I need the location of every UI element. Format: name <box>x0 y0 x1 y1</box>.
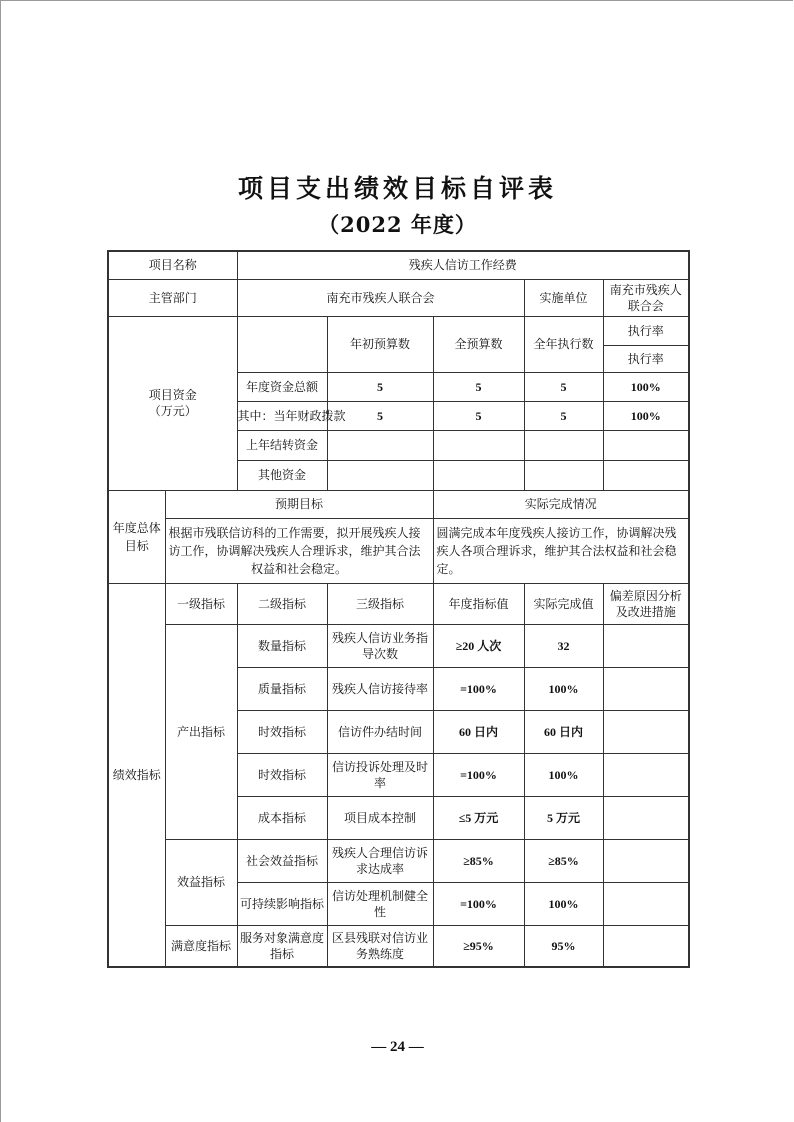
header-level2: 二级指标 <box>237 583 327 624</box>
funding-row-initial: 5 <box>327 401 433 430</box>
funding-row-executed <box>524 460 603 490</box>
deviation-cell <box>603 710 689 753</box>
deviation-cell <box>603 925 689 967</box>
header-target: 年度指标值 <box>433 583 524 624</box>
funding-row-full: 5 <box>433 372 524 401</box>
indicator-row <box>108 925 689 967</box>
target-cell: =100% <box>433 882 524 925</box>
level3-cell: 区县残联对信访业务熟练度 <box>327 925 433 967</box>
deviation-cell <box>603 796 689 839</box>
implementer-label: 实施单位 <box>524 279 603 316</box>
target-cell: ≥85% <box>433 839 524 882</box>
funding-row-name: 其他资金 <box>237 460 327 490</box>
level2-cell: 质量指标 <box>237 667 327 710</box>
funding-header-rate: 执行率 <box>603 316 689 345</box>
funding-row-full: 5 <box>433 401 524 430</box>
deviation-cell <box>603 753 689 796</box>
project-name-value: 残疾人信访工作经费 <box>237 251 689 279</box>
actual-cell: 100% <box>524 753 603 796</box>
expected-goal-text: 根据市残联信访科的工作需要，拟开展残疾人接访工作，协调解决残疾人合理诉求，维护其合法权益和社会稳定。 <box>165 518 433 583</box>
level1-output: 产出指标 <box>165 624 237 839</box>
level2-cell: 社会效益指标 <box>237 839 327 882</box>
deviation-cell <box>603 882 689 925</box>
actual-cell: 60 日内 <box>524 710 603 753</box>
funding-header-initial: 年初预算数 <box>327 316 433 372</box>
target-cell: ≤5 万元 <box>433 796 524 839</box>
actual-cell: 100% <box>524 882 603 925</box>
indicator-row <box>108 624 689 667</box>
actual-completion-text: 圆满完成本年度残疾人接访工作，协调解决残疾人各项合理诉求，维护其合法权益和社会稳定。 <box>433 518 689 583</box>
target-cell: =100% <box>433 667 524 710</box>
funding-label-line2: （万元） <box>148 404 197 418</box>
deviation-cell <box>603 624 689 667</box>
level2-cell: 时效指标 <box>237 753 327 796</box>
funding-row-initial: 5 <box>327 372 433 401</box>
header-level3: 三级指标 <box>327 583 433 624</box>
actual-cell: ≥85% <box>524 839 603 882</box>
goals-label-cell <box>108 490 165 583</box>
level3-cell: 信访件办结时间 <box>327 710 433 753</box>
level3-cell: 项目成本控制 <box>327 796 433 839</box>
level1-benefit: 效益指标 <box>165 839 237 925</box>
level3-cell: 残疾人信访接待率 <box>327 667 433 710</box>
actual-cell: 100% <box>524 667 603 710</box>
implementer-value: 南充市残疾人联合会 <box>603 279 689 316</box>
funding-row-rate <box>603 460 689 490</box>
level1-satisfaction: 满意度指标 <box>165 925 237 967</box>
expected-goal-header: 预期目标 <box>165 490 433 518</box>
funding-header-rate-2: 执行率 <box>603 345 689 372</box>
project-name-label: 项目名称 <box>108 251 237 279</box>
target-cell: ≥20 人次 <box>433 624 524 667</box>
self-evaluation-table <box>107 250 690 968</box>
goals-label: 年度总体目标 <box>112 520 161 553</box>
level3-cell: 信访投诉处理及时率 <box>327 753 433 796</box>
funding-header-full: 全预算数 <box>433 316 524 372</box>
funding-label <box>108 316 237 490</box>
actual-cell: 95% <box>524 925 603 967</box>
target-cell: =100% <box>433 753 524 796</box>
department-row <box>108 279 689 316</box>
goals-header-row <box>108 490 689 518</box>
funding-row-initial <box>327 430 433 460</box>
header-actual: 实际完成值 <box>524 583 603 624</box>
deviation-cell <box>603 839 689 882</box>
funding-row-name: 年度资金总额 <box>237 372 327 401</box>
funding-header-row <box>108 316 689 345</box>
funding-row-full <box>433 430 524 460</box>
header-deviation: 偏差原因分析及改进措施 <box>603 583 689 624</box>
funding-row-executed: 5 <box>524 372 603 401</box>
document-title: 项目支出绩效目标自评表 <box>237 174 557 203</box>
indicators-header-row <box>108 583 689 624</box>
indicators-label: 绩效指标 <box>108 583 165 967</box>
funding-label-line1: 项目资金 <box>148 388 197 402</box>
level2-cell: 时效指标 <box>237 710 327 753</box>
level3-cell: 残疾人信访业务指导次数 <box>327 624 433 667</box>
funding-row-rate: 100% <box>603 372 689 401</box>
funding-row-full <box>433 460 524 490</box>
level3-cell: 残疾人合理信访诉求达成率 <box>327 839 433 882</box>
funding-row-rate <box>603 430 689 460</box>
goals-content-row <box>108 518 689 583</box>
target-cell: 60 日内 <box>433 710 524 753</box>
department-label: 主管部门 <box>108 279 237 316</box>
level2-cell: 服务对象满意度指标 <box>237 925 327 967</box>
actual-cell: 5 万元 <box>524 796 603 839</box>
funding-row-initial <box>327 460 433 490</box>
level2-cell: 成本指标 <box>237 796 327 839</box>
funding-row-executed <box>524 430 603 460</box>
department-value: 南充市残疾人联合会 <box>237 279 524 316</box>
deviation-cell <box>603 667 689 710</box>
header-level1: 一级指标 <box>165 583 237 624</box>
funding-header-blank <box>237 316 327 372</box>
funding-row-name: 其中：当年财政拨款 <box>237 401 327 430</box>
indicator-row <box>108 839 689 882</box>
funding-row-name: 上年结转资金 <box>237 430 327 460</box>
actual-cell: 32 <box>524 624 603 667</box>
document-subtitle: （2022 年度） <box>318 212 477 237</box>
project-name-row <box>108 251 689 279</box>
funding-header-executed: 全年执行数 <box>524 316 603 372</box>
target-cell: ≥95% <box>433 925 524 967</box>
page-number: — 24 — <box>371 1039 424 1055</box>
level2-cell: 可持续影响指标 <box>237 882 327 925</box>
actual-completion-header: 实际完成情况 <box>433 490 689 518</box>
level3-cell: 信访处理机制健全性 <box>327 882 433 925</box>
level2-cell: 数量指标 <box>237 624 327 667</box>
funding-row-rate: 100% <box>603 401 689 430</box>
funding-row-executed: 5 <box>524 401 603 430</box>
